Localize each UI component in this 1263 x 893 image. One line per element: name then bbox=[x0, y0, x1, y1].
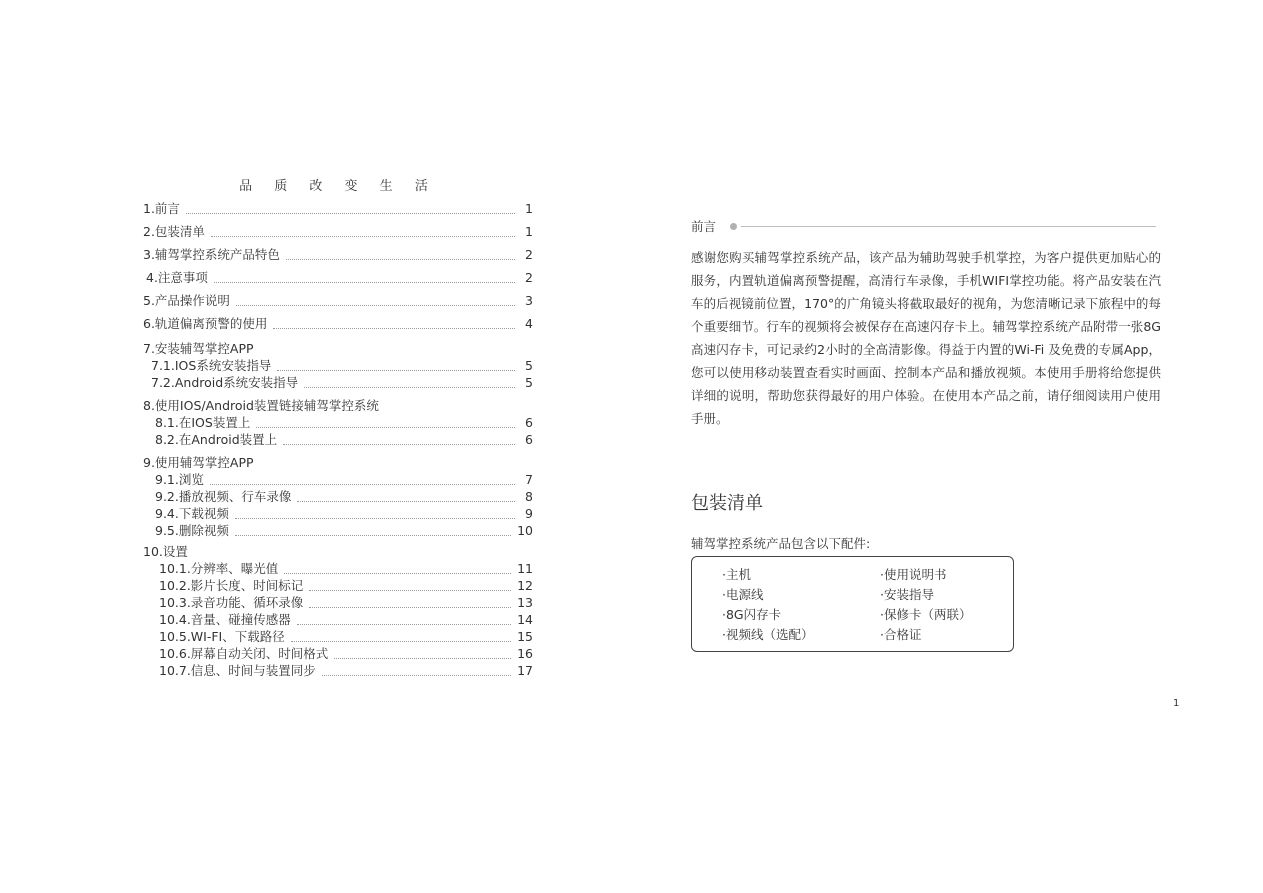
toc-entry-page: 10 bbox=[517, 523, 533, 538]
right-page bbox=[631, 0, 1263, 893]
toc-dot-leader bbox=[186, 212, 515, 214]
toc-entry-label: 1.前言 bbox=[143, 201, 180, 216]
toc-entry-page: 11 bbox=[517, 561, 533, 576]
toc-entry[interactable] bbox=[143, 431, 533, 449]
toc-title: 品 质 改 变 生 活 bbox=[239, 179, 437, 194]
page-number: 1 bbox=[1173, 698, 1180, 709]
packing-list-subtitle: 辅驾掌控系统产品包含以下配件: bbox=[691, 536, 871, 551]
toc-dot-leader bbox=[236, 304, 515, 306]
toc-entry-label: 10.2.影片长度、时间标记 bbox=[159, 578, 304, 593]
preface-heading bbox=[691, 216, 1156, 236]
heading-bullet-dot bbox=[730, 223, 737, 230]
toc-entry-label: 10.7.信息、时间与装置同步 bbox=[159, 663, 316, 678]
toc-entry-page: 12 bbox=[517, 578, 533, 593]
toc-entry[interactable] bbox=[143, 577, 533, 595]
toc-entry-page: 3 bbox=[525, 293, 533, 308]
toc-entry[interactable] bbox=[143, 560, 533, 578]
packing-item: ·主机 bbox=[722, 567, 751, 582]
toc-entry[interactable] bbox=[143, 594, 533, 612]
toc-entry-page: 9 bbox=[525, 506, 533, 521]
packing-item: ·8G闪存卡 bbox=[722, 607, 782, 622]
toc-entry-page: 8 bbox=[525, 489, 533, 504]
preface-body: 感谢您购买辅驾掌控系统产品，该产品为辅助驾驶手机掌控，为客户提供更加贴心的服务，内置轨道偏离预警提醒，高清行车录像，手机WIFI掌控功能。将产品安装在汽车的后视镜前位置，170°的广角镜头将截取最好的视角，为您清晰记录下旅程中的每个重要细节。行车的视频将会被保存在高速闪存卡上。辅驾掌控系统产品附带一张8G高速闪存卡，可记录约2小时的全高清影像。得益于内置的Wi-Fi 及免费的专属App，您可以使用移动装置查看实时画面、控制本产品和播放视频。本使用手册将给您提供详细的说明，帮助您获得最好的用户体验。在使用本产品之前，请仔细阅读用户使用手册。 bbox=[691, 250, 1161, 426]
toc-dot-leader bbox=[210, 483, 515, 485]
toc-entry[interactable] bbox=[143, 246, 533, 264]
toc-entry[interactable] bbox=[143, 522, 533, 540]
toc-dot-leader bbox=[309, 606, 511, 608]
toc-entry-label: 9.4.下载视频 bbox=[155, 506, 229, 521]
toc-entry-label: 10.5.WI-FI、下载路径 bbox=[159, 629, 285, 644]
toc-entry-page: 14 bbox=[517, 612, 533, 627]
packing-list-column bbox=[880, 565, 971, 645]
toc-entry[interactable] bbox=[143, 662, 533, 680]
toc-entry-page: 5 bbox=[525, 358, 533, 373]
toc-entry[interactable] bbox=[143, 488, 533, 506]
toc-entry[interactable] bbox=[143, 611, 533, 629]
toc-entry-label: 9.5.删除视频 bbox=[155, 523, 229, 538]
toc-entry-page: 2 bbox=[525, 270, 533, 285]
packing-item: ·保修卡（两联） bbox=[880, 607, 972, 622]
toc-entry[interactable] bbox=[143, 374, 533, 392]
toc-entry-label: 2.包装清单 bbox=[143, 224, 205, 239]
toc-entry-page: 4 bbox=[525, 316, 533, 331]
toc-entry[interactable] bbox=[143, 471, 533, 489]
toc-entry[interactable] bbox=[143, 200, 533, 218]
toc-entry-label: 9.2.播放视频、行车录像 bbox=[155, 489, 292, 504]
packing-item: ·安装指导 bbox=[880, 587, 934, 602]
toc-entry-label: 8.2.在Android装置上 bbox=[155, 432, 278, 447]
packing-list-box bbox=[691, 556, 1014, 652]
toc-entry[interactable] bbox=[143, 223, 533, 241]
toc-entry-label: 6.轨道偏离预警的使用 bbox=[143, 316, 268, 331]
toc-group-heading[interactable]: 9.使用辅驾掌控APP bbox=[143, 455, 254, 470]
toc-entry-page: 13 bbox=[517, 595, 533, 610]
toc-dot-leader bbox=[297, 623, 511, 625]
toc-entry[interactable] bbox=[143, 645, 533, 663]
toc-entry-label: 3.辅驾掌控系统产品特色 bbox=[143, 247, 280, 262]
toc-entry-page: 15 bbox=[517, 629, 533, 644]
packing-item: ·合格证 bbox=[880, 627, 922, 642]
packing-list-column bbox=[722, 565, 813, 645]
toc-dot-leader bbox=[297, 500, 515, 502]
toc-entry-label: 4.注意事项 bbox=[146, 270, 208, 285]
toc-entry-label: 8.1.在IOS装置上 bbox=[155, 415, 251, 430]
preface-heading-label: 前言 bbox=[691, 219, 717, 234]
toc-entry-label: 5.产品操作说明 bbox=[143, 293, 230, 308]
toc-entry[interactable] bbox=[143, 269, 533, 287]
toc-entry[interactable] bbox=[143, 414, 533, 432]
packing-item: ·使用说明书 bbox=[880, 567, 947, 582]
toc-dot-leader bbox=[235, 534, 511, 536]
toc-entry-page: 7 bbox=[525, 472, 533, 487]
packing-list-title: 包装清单 bbox=[691, 493, 763, 514]
toc-entry-label: 9.1.浏览 bbox=[155, 472, 204, 487]
toc-entry-page: 2 bbox=[525, 247, 533, 262]
toc-entry-page: 1 bbox=[525, 201, 533, 216]
toc-dot-leader bbox=[256, 426, 515, 428]
toc-group-heading[interactable]: 10.设置 bbox=[143, 544, 188, 559]
toc-dot-leader bbox=[211, 235, 515, 237]
toc-dot-leader bbox=[304, 386, 515, 388]
toc-dot-leader bbox=[309, 589, 511, 591]
toc-entry-page: 1 bbox=[525, 224, 533, 239]
toc-dot-leader bbox=[284, 572, 511, 574]
packing-item: ·视频线（选配） bbox=[722, 627, 814, 642]
toc-entry-page: 6 bbox=[525, 432, 533, 447]
toc-entry-label: 7.1.IOS系统安装指导 bbox=[151, 358, 272, 373]
toc-entry-label: 10.4.音量、碰撞传感器 bbox=[159, 612, 291, 627]
toc-dot-leader bbox=[277, 369, 515, 371]
toc-entry-label: 10.1.分辨率、曝光值 bbox=[159, 561, 279, 576]
toc-entry-label: 10.6.屏幕自动关闭、时间格式 bbox=[159, 646, 329, 661]
toc-dot-leader bbox=[286, 258, 515, 260]
toc-group-heading[interactable]: 8.使用IOS/Android装置链接辅驾掌控系统 bbox=[143, 398, 379, 413]
toc-dot-leader bbox=[334, 657, 511, 659]
toc-entry[interactable] bbox=[143, 292, 533, 310]
toc-entry-page: 5 bbox=[525, 375, 533, 390]
toc-entry[interactable] bbox=[143, 505, 533, 523]
packing-item: ·电源线 bbox=[722, 587, 764, 602]
toc-dot-leader bbox=[235, 517, 515, 519]
toc-entry-page: 6 bbox=[525, 415, 533, 430]
toc-entry[interactable] bbox=[143, 357, 533, 375]
toc-dot-leader bbox=[322, 674, 511, 676]
toc-entry-label: 10.3.录音功能、循环录像 bbox=[159, 595, 304, 610]
toc-dot-leader bbox=[214, 281, 515, 283]
toc-entry-page: 17 bbox=[517, 663, 533, 678]
heading-rule bbox=[741, 226, 1156, 227]
left-page bbox=[0, 0, 631, 893]
toc-dot-leader bbox=[273, 327, 515, 329]
toc-entry[interactable] bbox=[143, 628, 533, 646]
toc-dot-leader bbox=[283, 443, 515, 445]
toc-dot-leader bbox=[291, 640, 511, 642]
toc-entry-label: 7.2.Android系统安装指导 bbox=[151, 375, 299, 390]
toc-entry[interactable] bbox=[143, 315, 533, 333]
toc-group-heading[interactable]: 7.安装辅驾掌控APP bbox=[143, 341, 254, 356]
toc-entry-page: 16 bbox=[517, 646, 533, 661]
